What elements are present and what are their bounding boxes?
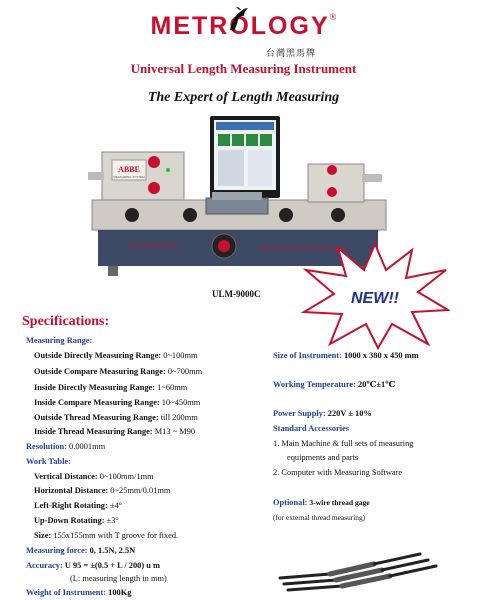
product-title: Universal Length Measuring Instrument [130, 61, 357, 76]
instrument-size-row: Size of Instrument: 1000 x 380 x 450 mm [273, 351, 419, 360]
tagline: The Expert of Length Measuring [147, 90, 340, 105]
range-row: Outside Compare Measuring Range: 0~700mm [34, 367, 203, 376]
work-table-row: Up-Down Rotating: ±3° [34, 516, 119, 525]
work-table-row: Vertical Distance: 0~100mm/1mm [34, 472, 154, 481]
work-table-label: Work Table: [26, 457, 71, 466]
power-supply-row: Power Supply: 220V ± 10% [273, 409, 372, 418]
new-starburst-icon [300, 240, 450, 350]
optional-row: Optional: 3-wire thread gage [273, 498, 370, 507]
accuracy-note: (L: measuring length in mm) [70, 574, 167, 583]
logo-chinese-text: 台灣黑馬牌 [266, 49, 317, 59]
thread-gage-photo [270, 528, 480, 596]
measuring-force-row: Measuring force: 0, 1.5N, 2.5N [26, 546, 136, 555]
range-row: Outside Directly Measuring Range: 0~100mm [34, 351, 198, 360]
working-temperature-row: Working Temperature: 20℃±1℃ [273, 380, 396, 389]
measuring-range-label: Measuring Range: [26, 336, 93, 345]
optional-note: (for external thread measuring) [273, 513, 366, 522]
accessory-item: 1. Main Machine & full sets of measuring [273, 439, 414, 448]
range-row: Inside Directly Measuring Range: 1~60mm [34, 383, 188, 392]
work-table-row: Size: 155x155mm with T groove for fixed. [34, 531, 179, 540]
logo-registered-mark: ® [329, 12, 337, 22]
horse-logo-icon [226, 6, 250, 32]
abbe-plate-subtitle: MEASURING SYSTEM [113, 175, 145, 179]
range-row: Inside Compare Measuring Range: 10~450mm [34, 398, 201, 407]
range-row: Outside Thread Measuring Range: till 200mm [34, 413, 198, 422]
specifications-heading: Specifications: [22, 314, 110, 329]
work-table-row: Horizontal Distance: 0~25mm/0.01mm [34, 486, 171, 495]
accuracy-row: Accuracy: U 95 = ±(0.5 + L / 200) u m [26, 561, 160, 570]
weight-row: Weight of Instrument: 100Kg [26, 588, 132, 597]
model-caption: ULM-9000C [212, 289, 261, 299]
logo-wordmark: METROLOGY [150, 12, 330, 40]
abbe-plate: ABBE [118, 165, 140, 174]
accessory-item: equipments and parts [287, 453, 359, 462]
resolution-row: Resolution: 0.0001mm [26, 442, 106, 451]
brand-logo [0, 12, 487, 59]
standard-accessories-label: Standard Accessories [273, 424, 350, 433]
work-table-row: Left-Right Rotating: ±4° [34, 501, 122, 510]
range-row: Inside Thread Measuring Range: M13 ~ M90 [34, 427, 196, 436]
new-label: NEW!! [351, 290, 399, 307]
accessory-item: 2. Computer with Measuring Software [273, 468, 403, 477]
